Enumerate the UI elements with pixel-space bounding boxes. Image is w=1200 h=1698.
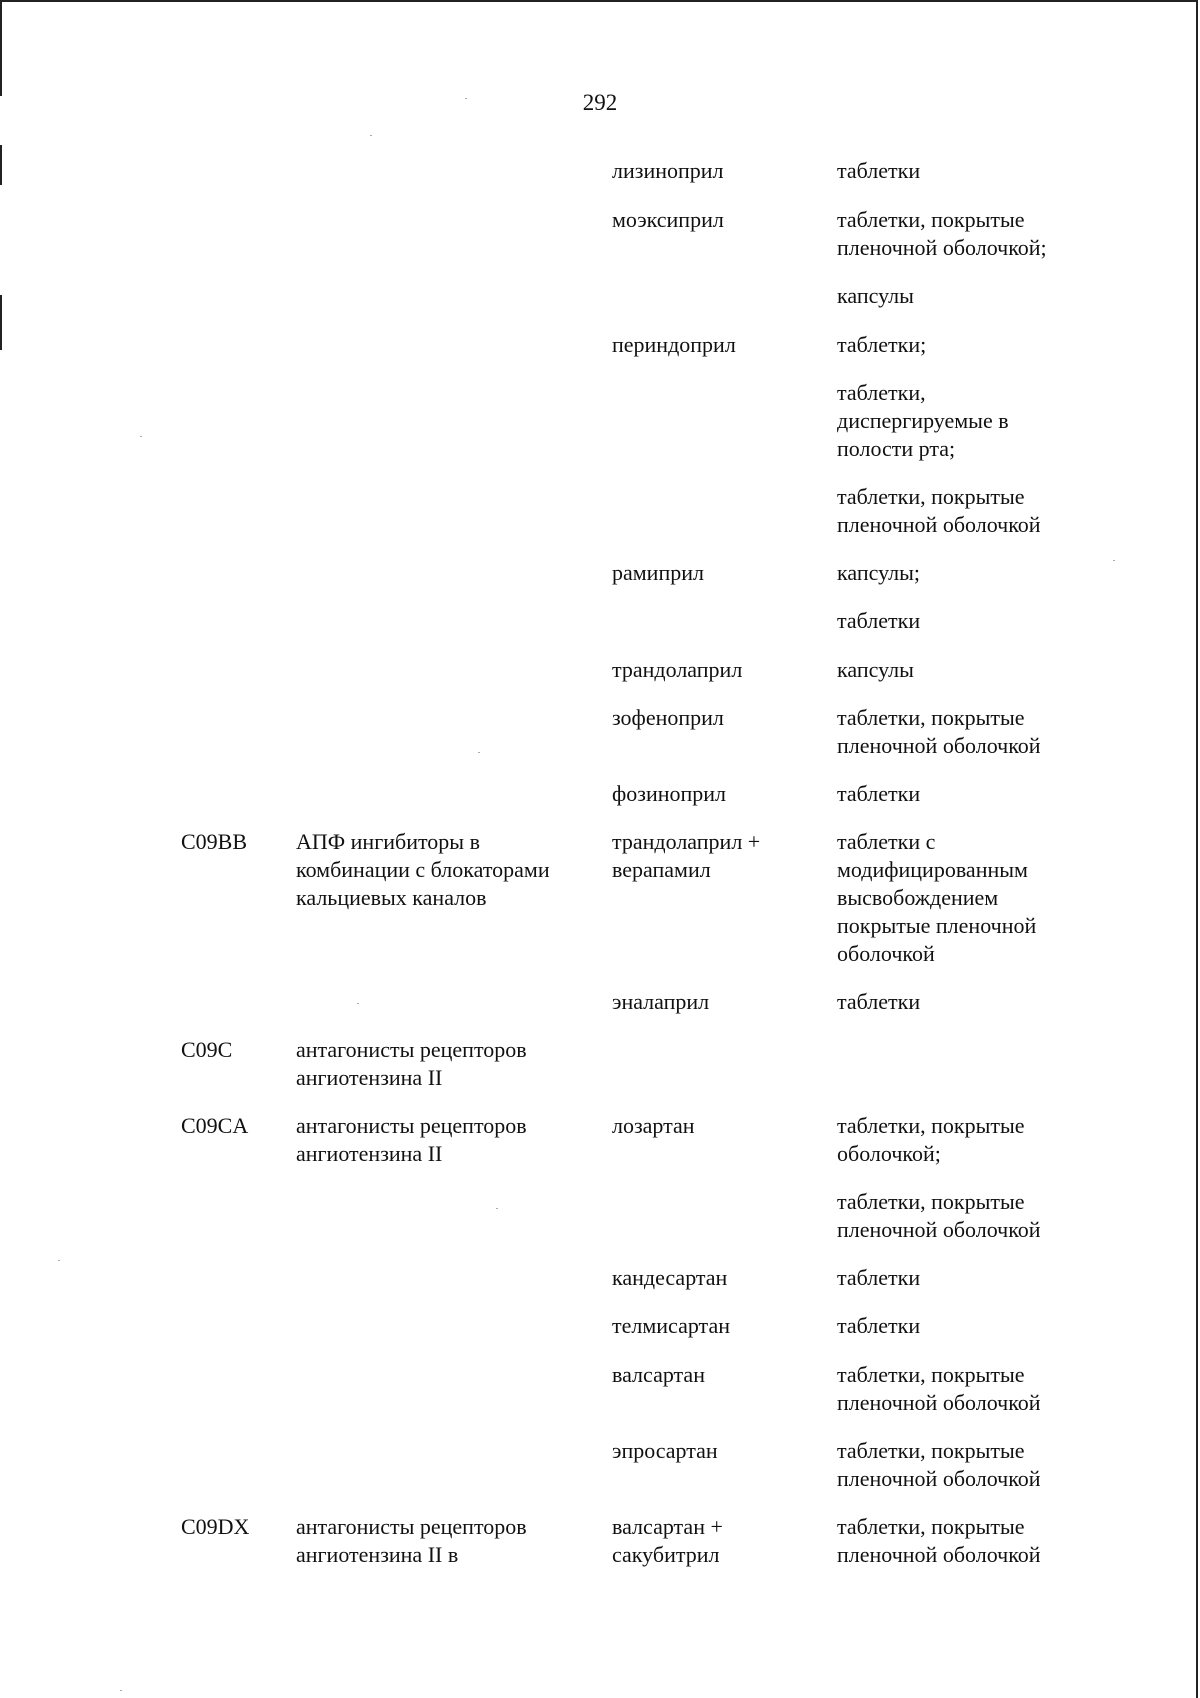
dosage-form: таблетки	[837, 781, 921, 806]
scan-speck	[370, 135, 372, 136]
scan-speck	[58, 1260, 60, 1261]
scan-speck	[357, 1003, 359, 1004]
page-number: 292	[582, 90, 618, 115]
scan-edge-mark	[0, 0, 2, 96]
drug-name: валсартан	[612, 1362, 705, 1387]
dosage-form: капсулы	[837, 283, 914, 308]
scan-edge-mark	[0, 145, 2, 185]
drug-name: рамиприл	[612, 560, 704, 585]
scan-speck	[478, 752, 480, 753]
dosage-form: таблетки, покрытые пленочной оболочкой	[837, 1514, 1041, 1567]
group-name: АПФ ингибиторы в комбинации с блокаторами кальциевых каналов	[296, 829, 550, 910]
scan-speck	[496, 1208, 498, 1209]
group-name: антагонисты рецепторов ангиотензина II	[296, 1037, 527, 1090]
drug-name: зофеноприл	[612, 705, 724, 730]
dosage-form: таблетки с модифицированным высвобождением покрытые пленочной оболочкой	[837, 829, 1037, 966]
dosage-form: таблетки;	[837, 332, 927, 357]
dosage-form: таблетки, покрытые пленочной оболочкой;	[837, 207, 1047, 260]
dosage-form: таблетки	[837, 158, 921, 183]
scan-speck	[1113, 560, 1115, 561]
drug-name: телмисартан	[612, 1313, 730, 1338]
dosage-form: таблетки	[837, 1265, 921, 1290]
dosage-form: таблетки, покрытые пленочной оболочкой	[837, 1189, 1041, 1242]
drug-name: эналаприл	[612, 989, 710, 1014]
group-name: антагонисты рецепторов ангиотензина II в	[296, 1514, 527, 1567]
group-name: антагонисты рецепторов ангиотензина II	[296, 1113, 527, 1166]
atc-code: C09CA	[181, 1113, 249, 1138]
dosage-form: таблетки, диспергируемые в полости рта;	[837, 380, 1009, 461]
scan-speck	[120, 1690, 122, 1691]
scan-edge-mark	[0, 295, 2, 350]
drug-name: эпросартан	[612, 1438, 718, 1463]
drug-name: трандолаприл + верапамил	[612, 829, 761, 882]
atc-code: C09C	[181, 1037, 233, 1062]
dosage-form: таблетки, покрытые пленочной оболочкой	[837, 705, 1041, 758]
drug-name: фозиноприл	[612, 781, 727, 806]
dosage-form: таблетки, покрытые пленочной оболочкой	[837, 1438, 1041, 1491]
dosage-form: таблетки, покрытые оболочкой;	[837, 1113, 1025, 1166]
atc-code: C09DX	[181, 1514, 250, 1539]
drug-name: моэксиприл	[612, 207, 724, 232]
drug-name: кандесартан	[612, 1265, 728, 1290]
dosage-form: капсулы	[837, 657, 914, 682]
dosage-form: таблетки	[837, 1313, 921, 1338]
drug-name: трандолаприл	[612, 657, 743, 682]
dosage-form: капсулы;	[837, 560, 920, 585]
drug-name: валсартан + сакубитрил	[612, 1514, 723, 1567]
drug-name: лозартан	[612, 1113, 695, 1138]
drug-name: лизиноприл	[612, 158, 724, 183]
atc-code: C09BB	[181, 829, 248, 854]
dosage-form: таблетки	[837, 989, 921, 1014]
dosage-form: таблетки, покрытые пленочной оболочкой	[837, 484, 1041, 537]
drug-name: периндоприл	[612, 332, 736, 357]
dosage-form: таблетки, покрытые пленочной оболочкой	[837, 1362, 1041, 1415]
scan-speck	[465, 98, 467, 99]
dosage-form: таблетки	[837, 608, 921, 633]
scan-speck	[140, 436, 142, 437]
